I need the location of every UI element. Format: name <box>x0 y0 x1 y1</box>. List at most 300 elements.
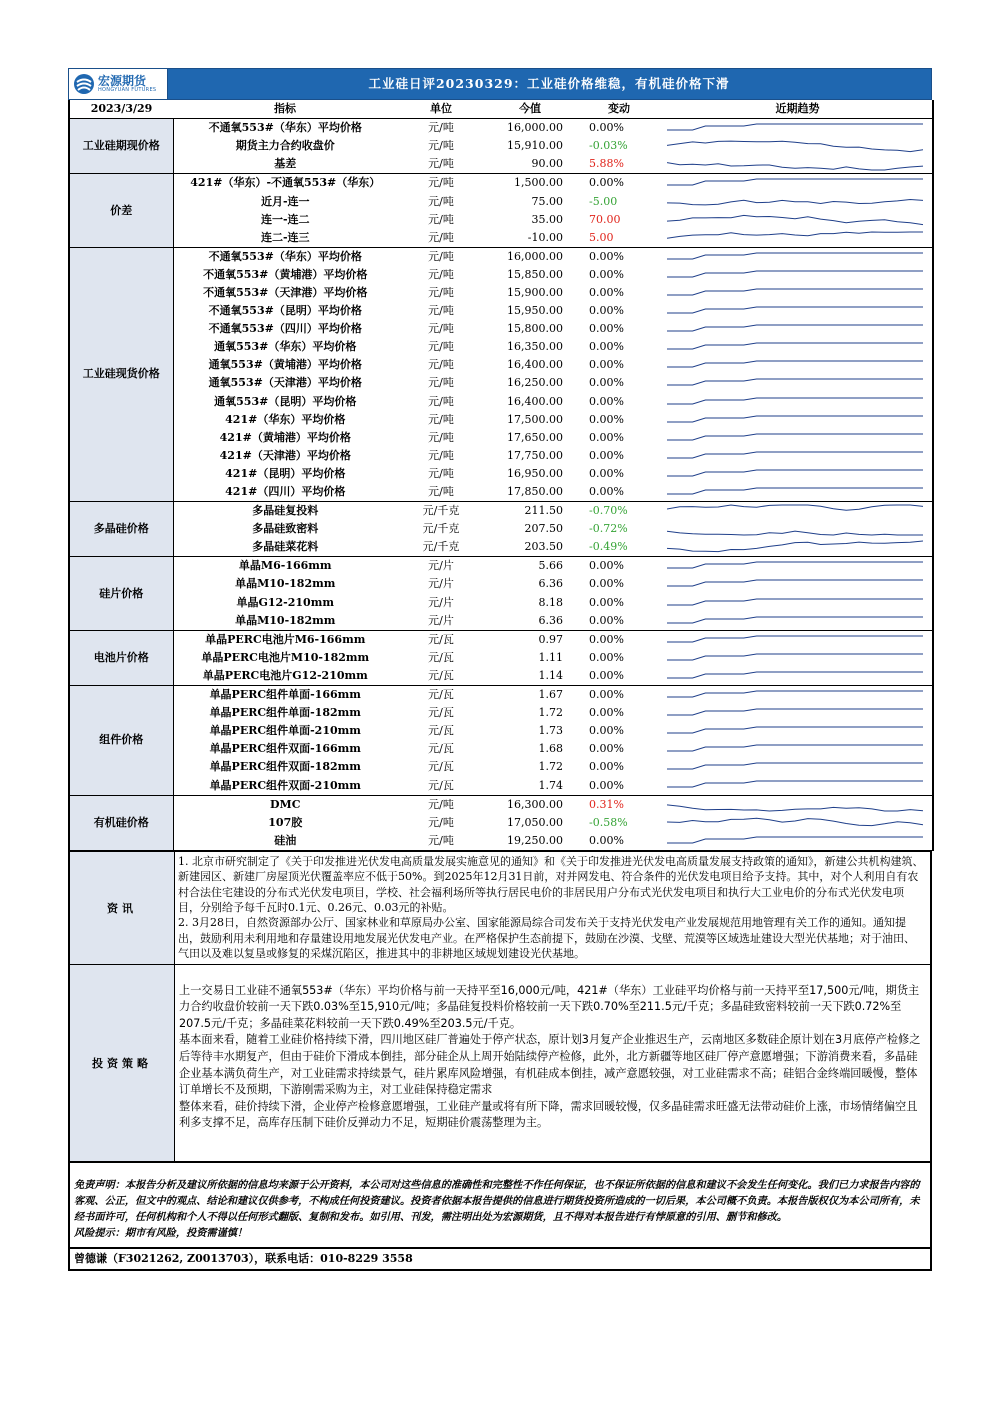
strategy-paragraph: 上一交易日工业硅不通氧553#（华东）平均价格与前一天持平至16,000元/吨，421#（华东）工业硅平均价格与前一天持平至17,500元/吨，期货主力合约收盘价较前一天下跌0.03%至15,910元/吨；多晶硅复投料价格较前一天下跌0.70%至211.5元/千克；多晶硅致密料较前一天下跌0.72%至207.5元/千克；多晶硅菜花料较前一天下跌0.49%至203.5元/千克。 <box>179 983 920 1030</box>
indicator-name: 通氧553#（昆明）平均价格 <box>214 394 357 408</box>
indicator-name: 硅油 <box>173 832 397 851</box>
unit-cell: 元/吨 <box>428 212 454 226</box>
sparkline-path <box>667 727 923 733</box>
sparkline-path <box>667 818 923 825</box>
indicator-name: 多晶硅致密料 <box>252 522 319 536</box>
sparkline-icon <box>667 815 923 831</box>
indicator-name: 通氧553#（华东）平均价格 <box>214 340 357 354</box>
unit-cell: 元/瓦 <box>428 650 454 664</box>
sparkline-icon <box>667 797 923 813</box>
change-cell: -0.58% <box>589 815 628 829</box>
change-cell: 0.00% <box>589 412 624 426</box>
change-cell: -0.72% <box>589 522 628 536</box>
change-cell: 0.00% <box>589 267 624 281</box>
value-cell: 16,000.00 <box>507 121 563 135</box>
category-label: 价差 <box>69 174 173 247</box>
table-row <box>69 575 933 593</box>
change-cell: 70.00 <box>589 212 621 226</box>
trend-sparkline <box>663 594 933 612</box>
change-cell: 0.00% <box>589 394 624 408</box>
change-cell: 0.00% <box>589 304 624 318</box>
value-cell: 16,350.00 <box>507 340 563 354</box>
table-row <box>69 302 933 320</box>
sparkline-icon <box>667 687 923 703</box>
sparkline-path <box>667 289 923 295</box>
sparkline-icon <box>667 448 923 464</box>
sparkline-path <box>667 580 923 586</box>
value-cell: 1.72 <box>538 760 563 774</box>
sparkline-icon <box>667 539 923 555</box>
indicator-name: 近月-连一 <box>260 194 310 208</box>
trend-sparkline <box>663 649 933 667</box>
sparkline-path <box>667 343 923 349</box>
indicator-name: 不通氧553#（华东）平均价格 <box>208 121 362 135</box>
indicator-name: 连一-连二 <box>260 212 310 226</box>
table-row <box>69 429 933 447</box>
indicator-name: 不通氧553#（四川）平均价格 <box>208 322 362 336</box>
change-cell: 0.00% <box>589 340 624 354</box>
trend-sparkline <box>663 320 933 338</box>
news-paragraph: 1. 北京市研究制定了《关于印发推进光伏发电高质量发展实施意见的通知》和《关于印发推进光伏发电高质量发展支持政策的通知》，新建公共机构建筑、新建园区、新建厂房屋顶光伏覆盖率应不低于50%。到2025年12月31日前，对并网发电、符合条件的光伏发电项目给予支持。其中，对个人利用自有农村合法住宅建设的分布式光伏发电项目，学校、社会福利场所等执行居民电价的非居民用户分布式光伏发电项目和执行大工业电价的分布式光伏发电项目，分别给予每千瓦时0.1元、0.26元、0.03元的补贴。 <box>178 854 924 915</box>
category-label: 硅片价格 <box>69 557 173 630</box>
unit-cell: 元/瓦 <box>428 706 454 720</box>
unit-cell: 元/瓦 <box>428 632 454 646</box>
category-label: 工业硅期现价格 <box>69 119 173 174</box>
unit-cell: 元/千克 <box>422 522 460 536</box>
unit-cell: 元/吨 <box>428 430 454 444</box>
category-label: 组件价格 <box>69 686 173 796</box>
table-row <box>69 356 933 374</box>
change-cell: 0.00% <box>589 559 624 573</box>
change-cell: 0.00% <box>589 724 624 738</box>
indicator-name: 单晶PERC电池片M6-166mm <box>205 632 366 646</box>
table-row <box>69 814 933 832</box>
change-cell: 0.00% <box>589 376 624 390</box>
trend-sparkline <box>663 302 933 320</box>
indicator-name: 单晶PERC组件单面-210mm <box>209 724 361 738</box>
disclaimer-text: 免责声明：本报告分析及建议所依据的信息均来源于公开资料，本公司对这些信息的准确性和完整性不作任何保证，也不保证所依据的信息和建议不会发生任何变化。我们已力求报告内容的客观、公正，但文中的观点、结论和建议仅供参考，不构成任何投资建议。投资者依据本报告提供的信息进行期货投资所造成的一切后果，本公司概不负责。本报告版权仅为本公司所有，未经书面许可，任何机构和个人不得以任何形式翻版、复制和发布。如引用、刊发，需注明出处为宏源期货，且不得对本报告进行有悖原意的引用、删节和修改。 <box>74 1178 920 1223</box>
table-row <box>69 174 933 193</box>
logo-subtext: HONGYUAN FUTURES <box>98 87 157 93</box>
table-row <box>69 447 933 465</box>
value-cell: 16,400.00 <box>507 358 563 372</box>
change-cell: 0.00% <box>589 358 624 372</box>
change-cell: 0.00% <box>589 322 624 336</box>
value-cell: 17,750.00 <box>507 448 563 462</box>
table-row <box>69 832 933 851</box>
news-label: 资讯 <box>70 852 175 964</box>
change-cell: -5.00 <box>589 194 618 208</box>
unit-cell: 元/瓦 <box>428 724 454 738</box>
unit-cell: 元/吨 <box>428 448 454 462</box>
price-table <box>68 100 934 851</box>
sparkline-path <box>667 307 923 313</box>
value-cell: 19,250.00 <box>485 832 575 851</box>
sparkline-icon <box>667 303 923 319</box>
sparkline-icon <box>667 466 923 482</box>
sparkline-icon <box>667 759 923 775</box>
unit-cell: 元/瓦 <box>428 742 454 756</box>
table-row <box>69 795 933 814</box>
sparkline-path <box>667 691 923 697</box>
table-row <box>69 686 933 705</box>
table-row <box>69 630 933 649</box>
unit-cell: 元/吨 <box>397 832 485 851</box>
news-section <box>68 851 932 964</box>
column-header-change: 变动 <box>575 100 663 119</box>
table-row <box>69 411 933 429</box>
trend-sparkline <box>663 776 933 795</box>
indicator-name: 多晶硅菜花料 <box>173 538 397 557</box>
change-cell: 0.00% <box>589 249 624 263</box>
sparkline-path <box>667 379 923 385</box>
table-row <box>69 320 933 338</box>
indicator-name: 421#（天津港）平均价格 <box>219 448 351 462</box>
report-banner <box>68 68 932 100</box>
trend-sparkline <box>663 814 933 832</box>
sparkline-path <box>667 763 923 769</box>
table-row <box>69 502 933 521</box>
unit-cell: 元/吨 <box>428 322 454 336</box>
table-row <box>69 483 933 502</box>
sparkline-path <box>667 232 923 238</box>
change-cell: -0.70% <box>589 504 628 518</box>
value-cell: 1.68 <box>538 742 563 756</box>
report-title: 工业硅日评20230329：工业硅价格维稳，有机硅价格下滑 <box>368 76 730 91</box>
unit-cell: 元/瓦 <box>428 688 454 702</box>
value-cell: 6.36 <box>485 612 575 631</box>
strategy-label: 投资策略 <box>70 965 175 1161</box>
table-row <box>69 557 933 576</box>
change-cell: 0.00% <box>589 430 624 444</box>
indicator-name: 通氧553#（天津港）平均价格 <box>208 376 362 390</box>
trend-sparkline <box>663 429 933 447</box>
table-row <box>69 594 933 612</box>
value-cell: 211.50 <box>524 504 563 518</box>
sparkline-path <box>667 488 923 494</box>
indicator-name: 单晶PERC电池片G12-210mm <box>173 667 397 686</box>
change-cell: -0.03% <box>589 139 628 153</box>
table-row <box>69 520 933 538</box>
unit-cell: 元/吨 <box>428 304 454 318</box>
value-cell: 17,650.00 <box>507 430 563 444</box>
value-cell: 17,050.00 <box>507 815 563 829</box>
table-row <box>69 155 933 174</box>
logo-text: 宏源期货 <box>98 74 147 88</box>
change-cell: 0.00% <box>589 466 624 480</box>
sparkline-path <box>667 837 923 843</box>
category-label: 工业硅现货价格 <box>69 247 173 501</box>
sparkline-path <box>667 531 923 535</box>
trend-sparkline <box>663 795 933 814</box>
table-row <box>69 776 933 795</box>
trend-sparkline <box>663 704 933 722</box>
table-row <box>69 374 933 392</box>
trend-sparkline <box>663 338 933 356</box>
sparkline-path <box>667 179 923 185</box>
sparkline-path <box>667 200 923 205</box>
unit-cell: 元/瓦 <box>397 667 485 686</box>
change-cell: 0.00% <box>575 832 663 851</box>
trend-sparkline <box>663 155 933 174</box>
sparkline-path <box>667 452 923 458</box>
indicator-name: 单晶G12-210mm <box>236 595 334 609</box>
indicator-name: 单晶PERC组件单面-182mm <box>209 706 361 720</box>
unit-cell: 元/吨 <box>428 358 454 372</box>
value-cell: 6.36 <box>538 577 563 591</box>
unit-cell: 元/吨 <box>428 340 454 354</box>
sparkline-icon <box>667 120 923 136</box>
trend-sparkline <box>663 612 933 631</box>
value-cell: 203.50 <box>485 538 575 557</box>
table-row <box>69 740 933 758</box>
news-paragraph: 2. 3月28日，自然资源部办公厅、国家林业和草原局办公室、国家能源局综合司发布关于支持光伏发电产业发展规范用地管理有关工作的通知。通知提出，鼓励利用未利用地和存量建设用地发展光伏发电产业。在严格保护生态前提下，鼓励在沙漠、戈壁、荒漠等区域选址建设大型光伏基地；对于油田、气田以及难以复垦或修复的采煤沉陷区，推进其中的非耕地区域规划建设光伏基地。 <box>178 916 915 961</box>
change-cell: 0.31% <box>589 797 624 811</box>
change-cell: 0.00% <box>575 483 663 502</box>
trend-sparkline <box>663 137 933 155</box>
sparkline-icon <box>667 833 923 849</box>
strategy-paragraph: 基本面来看，随着工业硅价格持续下滑，四川地区硅厂普遍处于停产状态，原计划3月复产企业推迟生产，云南地区多数硅企原计划在3月底停产检修之后等待丰水期复产，但由于硅价下滑成本倒挂，部分硅企从上周开始陆续停产检修，此外，北方新疆等地区硅厂停产意愿增强；下游消费来看，多晶硅企业基本满负荷生产，对工业硅需求持续景气，硅片累库风险增强，有机硅成本倒挂，减产意愿较强，对工业硅需求不高；硅铝合金终端回暖慢，整体订单增长不及预期，下游刚需采购为主，对工业硅保持稳定需求 <box>179 1033 921 1097</box>
strategy-section <box>68 964 932 1161</box>
value-cell: 15,950.00 <box>507 304 563 318</box>
indicator-name: 421#（黄埔港）平均价格 <box>219 430 351 444</box>
change-cell: 0.00% <box>589 595 624 609</box>
indicator-name: 单晶PERC组件双面-210mm <box>173 776 397 795</box>
unit-cell: 元/片 <box>397 612 485 631</box>
strategy-paragraph: 整体来看，硅价持续下滑，企业停产检修意愿增强，工业硅产量或将有所下降，需求回暖较慢，仅多晶硅需求旺盛无法带动硅价上涨，市场情绪偏空且利多支撑不足，高库存压制下硅价反弹动力不足，短期硅价震荡整理为主。 <box>179 1099 918 1130</box>
unit-cell: 元/瓦 <box>397 776 485 795</box>
value-cell: 15,900.00 <box>507 285 563 299</box>
indicator-name: 107胶 <box>268 815 303 829</box>
sparkline-icon <box>667 741 923 757</box>
value-cell: -10.00 <box>485 229 575 248</box>
sparkline-path <box>667 398 923 404</box>
table-row <box>69 266 933 284</box>
sparkline-icon <box>667 212 923 228</box>
unit-cell: 元/吨 <box>428 376 454 390</box>
indicator-name: 不通氧553#（昆明）平均价格 <box>208 304 362 318</box>
trend-sparkline <box>663 229 933 248</box>
change-cell: 0.00% <box>589 176 624 190</box>
author-contact: 曾德谦（F3021262, Z0013703），联系电话：010-8229 3558 <box>68 1249 932 1271</box>
value-cell: 0.97 <box>538 632 563 646</box>
category-label: 多晶硅价格 <box>69 502 173 557</box>
sparkline-path <box>667 562 923 568</box>
sparkline-path <box>667 163 923 170</box>
trend-sparkline <box>663 374 933 392</box>
company-logo <box>69 69 168 99</box>
table-header-row <box>69 100 933 119</box>
sparkline-icon <box>667 249 923 265</box>
value-cell: 8.18 <box>538 595 563 609</box>
value-cell: 90.00 <box>485 155 575 174</box>
unit-cell: 元/吨 <box>428 815 454 829</box>
table-row <box>69 137 933 155</box>
change-cell: 0.00% <box>589 742 624 756</box>
trend-sparkline <box>663 174 933 193</box>
sparkline-path <box>667 215 923 224</box>
value-cell: 16,250.00 <box>507 376 563 390</box>
value-cell: 1.74 <box>485 776 575 795</box>
sparkline-icon <box>667 613 923 629</box>
unit-cell: 元/吨 <box>428 285 454 299</box>
unit-cell: 元/吨 <box>428 194 454 208</box>
trend-sparkline <box>663 192 933 210</box>
value-cell: 15,850.00 <box>507 267 563 281</box>
table-row <box>69 211 933 229</box>
sparkline-path <box>667 470 923 476</box>
change-cell: 0.00% <box>589 577 624 591</box>
sparkline-icon <box>667 705 923 721</box>
trend-sparkline <box>663 520 933 538</box>
value-cell: 15,910.00 <box>507 139 563 153</box>
column-header-unit: 单位 <box>397 100 485 119</box>
unit-cell: 元/千克 <box>397 538 485 557</box>
value-cell: 1.73 <box>538 724 563 738</box>
logo-icon <box>73 73 95 95</box>
indicator-name: DMC <box>270 797 301 811</box>
trend-sparkline <box>663 667 933 686</box>
indicator-name: 421#（华东）-不通氧553#（华东） <box>190 176 381 190</box>
unit-cell: 元/吨 <box>397 483 485 502</box>
sparkline-path <box>667 141 923 152</box>
value-cell: 35.00 <box>531 212 563 226</box>
sparkline-path <box>667 271 923 277</box>
sparkline-path <box>667 781 923 787</box>
value-cell: 207.50 <box>524 522 563 536</box>
report-sheet <box>68 68 932 1271</box>
unit-cell: 元/千克 <box>422 504 460 518</box>
indicator-name: 多晶硅复投料 <box>252 504 319 518</box>
unit-cell: 元/瓦 <box>428 760 454 774</box>
change-cell: 0.00% <box>589 448 624 462</box>
sparkline-path <box>667 672 923 678</box>
value-cell: 17,500.00 <box>507 412 563 426</box>
unit-cell: 元/吨 <box>428 249 454 263</box>
indicator-name: 单晶M10-182mm <box>235 577 336 591</box>
table-row <box>69 667 933 686</box>
change-cell: 0.00% <box>589 706 624 720</box>
strategy-body <box>175 965 930 1161</box>
trend-sparkline <box>663 538 933 557</box>
value-cell: 17,850.00 <box>485 483 575 502</box>
indicator-name: 单晶M10-182mm <box>173 612 397 631</box>
value-cell: 1.72 <box>538 706 563 720</box>
indicator-name: 单晶M6-166mm <box>238 559 332 573</box>
sparkline-icon <box>667 558 923 574</box>
sparkline-path <box>667 636 923 642</box>
sparkline-icon <box>667 267 923 283</box>
value-cell: 16,300.00 <box>507 797 563 811</box>
sparkline-icon <box>667 230 923 246</box>
table-row <box>69 192 933 210</box>
unit-cell: 元/吨 <box>428 139 454 153</box>
trend-sparkline <box>663 557 933 576</box>
trend-sparkline <box>663 447 933 465</box>
sparkline-icon <box>667 777 923 793</box>
indicator-name: 基差 <box>173 155 397 174</box>
table-row <box>69 538 933 557</box>
indicator-name: 不通氧553#（华东）平均价格 <box>208 249 362 263</box>
trend-sparkline <box>663 740 933 758</box>
indicator-name: 单晶PERC组件双面-166mm <box>209 742 361 756</box>
table-row <box>69 722 933 740</box>
table-row <box>69 338 933 356</box>
indicator-name: 期货主力合约收盘价 <box>235 139 335 153</box>
indicator-name: 单晶PERC电池片M10-182mm <box>201 650 370 664</box>
column-header-trend: 近期趋势 <box>663 100 933 119</box>
sparkline-path <box>667 416 923 422</box>
trend-sparkline <box>663 284 933 302</box>
value-cell: 16,000.00 <box>507 249 563 263</box>
indicator-name: 通氧553#（黄埔港）平均价格 <box>208 358 362 372</box>
unit-cell: 元/吨 <box>397 229 485 248</box>
table-row <box>69 649 933 667</box>
column-header-value: 今值 <box>485 100 575 119</box>
change-cell: 5.88% <box>575 155 663 174</box>
sparkline-icon <box>667 357 923 373</box>
change-cell: 0.00% <box>589 760 624 774</box>
change-cell: 0.00% <box>589 121 624 135</box>
sparkline-icon <box>667 430 923 446</box>
sparkline-path <box>667 599 923 605</box>
sparkline-icon <box>667 193 923 209</box>
sparkline-icon <box>667 375 923 391</box>
sparkline-icon <box>667 650 923 666</box>
indicator-name: 421#（昆明）平均价格 <box>225 466 346 480</box>
table-row <box>69 612 933 631</box>
change-cell: 0.00% <box>589 650 624 664</box>
trend-sparkline <box>663 722 933 740</box>
unit-cell: 元/吨 <box>428 412 454 426</box>
indicator-name: 单晶PERC组件单面-166mm <box>209 688 361 702</box>
category-label: 电池片价格 <box>69 630 173 685</box>
sparkline-path <box>667 361 923 367</box>
sparkline-path <box>667 124 923 130</box>
table-row <box>69 465 933 483</box>
change-cell: 0.00% <box>589 285 624 299</box>
unit-cell: 元/片 <box>428 559 454 573</box>
risk-warning: 风险提示：期市有风险，投资需谨慎！ <box>74 1226 248 1239</box>
trend-sparkline <box>663 119 933 138</box>
table-row <box>69 229 933 248</box>
value-cell: 75.00 <box>531 194 563 208</box>
value-cell: 5.66 <box>538 559 563 573</box>
indicator-name: 不通氧553#（天津港）平均价格 <box>203 285 368 299</box>
change-cell: -0.49% <box>575 538 663 557</box>
trend-sparkline <box>663 465 933 483</box>
sparkline-path <box>667 325 923 331</box>
trend-sparkline <box>663 356 933 374</box>
disclaimer-section <box>68 1161 932 1249</box>
sparkline-icon <box>667 484 923 500</box>
sparkline-icon <box>667 412 923 428</box>
trend-sparkline <box>663 393 933 411</box>
value-cell: 1.11 <box>538 650 563 664</box>
indicator-name: 不通氧553#（黄埔港）平均价格 <box>203 267 368 281</box>
trend-sparkline <box>663 483 933 502</box>
sparkline-icon <box>667 503 923 519</box>
change-cell: 0.00% <box>575 612 663 631</box>
table-row <box>69 247 933 266</box>
sparkline-icon <box>667 668 923 684</box>
unit-cell: 元/片 <box>428 577 454 591</box>
trend-sparkline <box>663 502 933 521</box>
trend-sparkline <box>663 411 933 429</box>
indicator-name: 421#（四川）平均价格 <box>173 483 397 502</box>
table-row <box>69 704 933 722</box>
change-cell: 0.00% <box>589 688 624 702</box>
